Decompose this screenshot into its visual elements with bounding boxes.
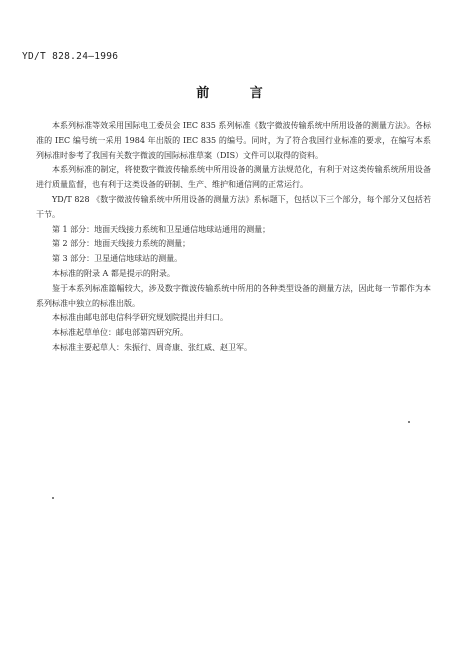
paragraph-drafters: 本标准主要起草人：朱振行、周奇康、张红威、赵卫军。 xyxy=(52,342,252,352)
paragraph-purpose: 本系列标准的制定，将使数字微波传输系统中所用设备的测量方法规范化，有利于对这类传输系统所用设备进行质量监督，也有利于这类设备的研制、生产、维护和通信网的正常运行。 xyxy=(36,165,431,190)
paragraph-standard-adoption: 本系列标准等效采用国际电工委员会 IEC 835 系列标准《数字微波传输系统中所用设备的测量方法》。各标准的 IEC 编号统一采用 1984 年出版的 IEC 835 的编号。同时，为了符合我国行业标准的要求，在编写本系列标准时参考了我国有关数字微波的国际标准草案（DIS）文件可以取得的资料。 xyxy=(36,121,431,160)
list-item-part-3: 第 3 部分：卫星通信地球站的测量。 xyxy=(52,254,183,264)
list-item-part-2: 第 2 部分：地面天线接力系统的测量； xyxy=(52,239,191,249)
paragraph-drafting-unit: 本标准起草单位：邮电部第四研究所。 xyxy=(52,328,188,338)
scan-speck xyxy=(408,421,410,423)
document-code: YD/T 828.24—1996 xyxy=(22,51,119,62)
list-item-part-1: 第 1 部分：地面天线接力系统和卫星通信地球站通用的测量； xyxy=(52,224,271,234)
foreword-body xyxy=(36,119,431,356)
section-title: 前 言 xyxy=(196,86,281,101)
paragraph-appendix: 本标准的附录 A 都是提示的附录。 xyxy=(52,268,175,278)
paragraph-proposer: 本标准由邮电部电信科学研究规划院提出并归口。 xyxy=(52,313,228,323)
paragraph-structure: YD/T 828 《数字微波传输系统中所用设备的测量方法》系标题下，包括以下三个部分，每个部分又包括若干节。 xyxy=(36,194,431,219)
paragraph-publication: 鉴于本系列标准篇幅较大，涉及数字微波传输系统中所用的各种类型设备的测量方法，因此每一节都作为本系列标准中独立的标准出版。 xyxy=(36,283,431,308)
scan-speck xyxy=(52,497,54,499)
